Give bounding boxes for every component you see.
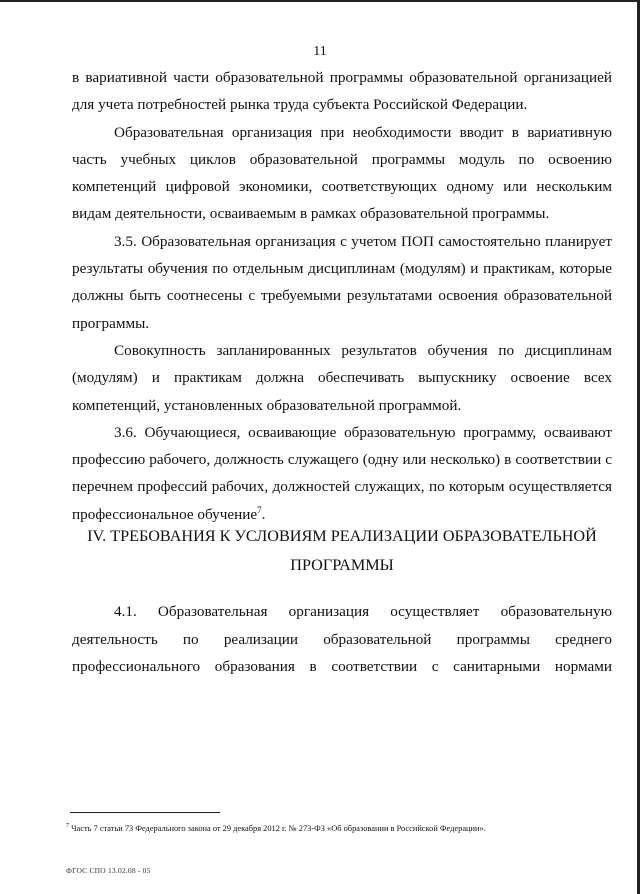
footnote-marker: 7 — [66, 823, 69, 829]
footnote-reference: 7 — [257, 504, 262, 515]
paragraph-continuation-end: для учета потребностей рынка труда субъекта Российской Федерации. — [72, 96, 528, 114]
footnote-separator — [70, 812, 220, 813]
paragraph-continuation-line: в вариативной части образовательной программы образовательной организацией — [72, 69, 612, 86]
paragraph-3-5: 3.5. Образовательная организация с учетом ПОП самостоятельно планирует результаты обучения по отдельным дисциплинам (модулям) и практикам, которые должны быть соотнесены с требуемыми результатами освоения образовательной программы. — [72, 232, 612, 332]
section-heading-line-1: IV. ТРЕБОВАНИЯ К УСЛОВИЯМ РЕАЛИЗАЦИИ ОБРАЗОВАТЕЛЬНОЙ — [87, 527, 597, 545]
scan-border-top — [0, 0, 640, 2]
document-code: ФГОС СПО 13.02.08 - 05 — [66, 866, 151, 875]
footnote — [66, 820, 626, 835]
footnote-text: Часть 7 статьи 73 Федерального закона от 29 декабря 2012 г. № 273-ФЗ «Об образовании в Российской Федерации». — [71, 823, 486, 833]
paragraph-digital-economy: Образовательная организация при необходимости вводит в вариативную часть учебных циклов образовательной программы модуль по освоению компетенций цифровой экономики, соответствующих одному или нескольким видам деятельности, осваиваемым в рамках образовательной программы. — [72, 123, 612, 223]
paragraph-3-6-text: 3.6. Обучающиеся, осваивающие образовательную программу, осваивают профессию рабочего, должность служащего (одну или несколько) в соответствии с перечнем профессий рабочих, должностей служащих, по которым осуществляется профессиональное обучение — [72, 423, 612, 523]
paragraph-3-6: 3.6. Обучающиеся, осваивающие образовательную программу, осваивают профессию рабочего, должность служащего (одну или несколько) в соответствии с перечнем профессий рабочих, должностей служащих, по которым осуществляется профессиональное обучение$^7$. — [72, 423, 612, 523]
section-heading — [72, 522, 612, 580]
paragraph-learning-outcomes: Совокупность запланированных результатов обучения по дисциплинам (модулям) и практикам должна обеспечивать выпускнику освоение всех компетенций, установленных образовательной программой. — [72, 341, 612, 414]
section-4-text — [72, 598, 612, 681]
paragraph-4-1-line-3: профессионального образования в соответствии с санитарными нормами — [72, 658, 612, 675]
body-text — [72, 64, 612, 528]
section-heading-line-2: ПРОГРАММЫ — [290, 556, 394, 574]
page-number: 11 — [313, 44, 327, 59]
paragraph-4-1-line-2: деятельность по реализации образовательной программы среднего — [72, 630, 612, 648]
paragraph-4-1-line-1: 4.1. Образовательная организация осуществляет образовательную — [114, 603, 612, 620]
